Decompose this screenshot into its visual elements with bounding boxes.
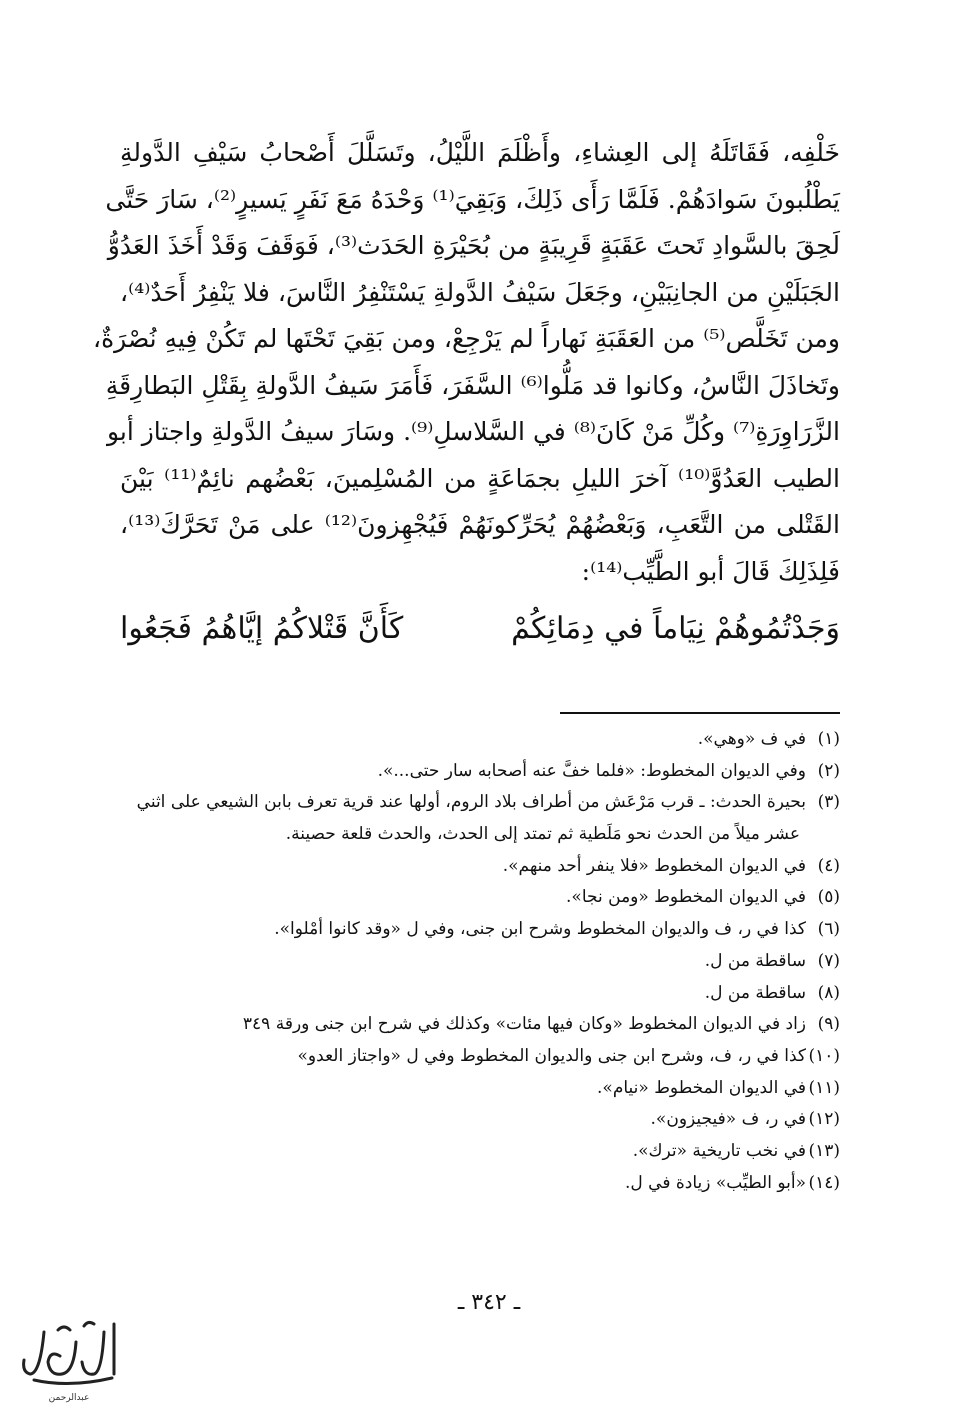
body-text [93, 130, 840, 595]
footnote-number: (٨) [817, 982, 840, 1003]
footnotes [120, 724, 840, 1199]
footnote-text: عشر ميلاً من الحدث نحو مَلَطية ثم تمتد إلى الحدث، والحدث قلعة حصينة. [285, 824, 800, 845]
footnote-text: زاد في الديوان المخطوط «وكان فيها مئات» وكذلك في شرح ابن جنى ورقة ٣٤٩ [242, 1014, 806, 1035]
footnote-number: (٦) [817, 919, 840, 940]
body-line-9: القَتْلى من التَّعَبِ، وَبَعْضُهُمْ يُحَرِّكونَهُمْ فَيُجْهِزونَ⁽¹²⁾ على مَنْ تَحَرَّكَ⁽¹³⁾، [120, 510, 840, 539]
footnote-text: بحيرة الحدث: ـ قرب مَرْعَش من أطراف بلاد الروم، أولها عند قرية تعرف بابن الشيعي على اثني [136, 792, 806, 813]
body-line-7: الزَّرَاوِرَةِ⁽⁷⁾ وكُلِّ مَنْ كَانَ⁽⁸⁾ في السَّلاسلِ⁽⁹⁾. وسَارَ سيفُ الدَّولةِ واجتاز أبو [106, 417, 840, 446]
body-line-10: فَلِذَلِكَ قَالَ أبو الطَّيِّب⁽¹⁴⁾: [581, 556, 840, 586]
footnote-text: ساقطة من ل. [704, 982, 806, 1003]
footnote-number: (١٢) [808, 1109, 840, 1130]
body-line-3: لَحِقَ بالسَّوادِ تَحتَ عَقَبَةٍ قَرِيبَةٍ من بُحَيْرَةِ الحَدَث⁽³⁾، فَوَقَفَ وَقَدْ أَخَذَ العَدُوُّ [107, 231, 840, 260]
footnote-11 [120, 1073, 840, 1105]
footnote-14 [120, 1168, 840, 1200]
footnote-number: (٤) [817, 855, 840, 876]
footnote-1 [120, 724, 840, 756]
verse-first-hemistich: وَجَدْتُمُوهُمْ نِيَاماً في دِمَائِكُمْ [511, 611, 840, 646]
footnote-5 [120, 882, 840, 914]
calligraphy-logo-icon [14, 1312, 124, 1407]
footnote-text: في الديوان المخطوط «نيام». [597, 1077, 806, 1098]
body-line-4: الجَبَلَيْنِ من الجانِبَيْنِ، وجَعَلَ سَيْفُ الدَّولةِ يَسْتَنْفِرُ النَّاسَ، فلا يَنْفِرُ أَحَدٌ⁽⁴⁾، [120, 277, 840, 307]
body-line-1: خَلْفِه، فَقَاتَلَهُ إلى العِشاءِ، وأَظْلَمَ اللَّيْلُ، وتَسَلَّلَ أَصْحابُ سَيْفِ الدَّولةِ [120, 138, 840, 167]
body-line-2: يَطْلُبونَ سَوادَهُمْ. فَلَمَّا رَأَى ذَلِكَ، وَبَقِيَ⁽¹⁾ وَحْدَهُ مَعَ نَفَرٍ يَسيرٍ⁽²⁾، سَارَ حَتَّى [105, 184, 840, 214]
footnote-10 [120, 1041, 840, 1073]
page-number: ـ ٣٤٢ ـ [457, 1290, 521, 1315]
footnote-number: (٢) [817, 760, 840, 781]
footnote-text: وفي الديوان المخطوط: «فلما خفَّ عنه أصحابه سار حتى...». [377, 760, 806, 781]
footnote-text: كذا في ر، ف، وشرح ابن جنى والديوان المخطوط وفي ل «واجتاز العدو» [297, 1045, 806, 1066]
footnote-separator [560, 712, 840, 714]
footnote-3 [120, 787, 840, 819]
footnote-number: (٣) [817, 792, 840, 813]
footnote-text: في الديوان المخطوط «ومن نجا». [566, 887, 806, 908]
footnote-number: (١٤) [808, 1172, 840, 1193]
verse-second-hemistich: كَأَنَّ قَتْلاكُمُ إيَّاهُمُ فَجَعُوا [120, 611, 404, 646]
footnote-text: كذا في ر، ف والديوان المخطوط وشرح ابن جنى، وفي ل «وقد كانوا أمْلوا». [274, 919, 806, 940]
footnote-9 [120, 1009, 840, 1041]
footnote-number: (٩) [817, 1014, 840, 1035]
footnote-number: (١٠) [808, 1045, 840, 1066]
footnote-13 [120, 1136, 840, 1168]
footnote-text: في ف «وهي». [697, 729, 806, 749]
footnote-number: (١١) [808, 1077, 840, 1098]
footnote-12 [120, 1104, 840, 1136]
footnote-4 [120, 851, 840, 883]
footnote-6 [120, 914, 840, 946]
footnote-number: (٥) [817, 887, 840, 908]
footnote-number: (٧) [817, 950, 840, 971]
footnote-number: (١٣) [808, 1140, 840, 1161]
footnote-text: في الديوان المخطوط «فلا ينفر أحد منهم». [502, 855, 806, 876]
footnote-2 [120, 756, 840, 788]
body-line-5: ومن تَخَلَّص⁽⁵⁾ من العَقَبَةِ نَهاراً لم يَرْجِعْ، ومن بَقِيَ تَحْتَها لم تَكُنْ فِيهِ نُصْرَةٌ، [93, 324, 840, 353]
footnote-text: «أبو الطيِّب» زيادة في ل. [625, 1172, 806, 1193]
footnote-7 [120, 946, 840, 978]
footnote-text: في نخب تاريخية «ترك». [632, 1140, 806, 1161]
footnote-text: في ر، ف «فيجيزون». [650, 1109, 806, 1130]
footnote-number: (١) [817, 729, 840, 749]
body-line-6: وتَخاذَلَ النَّاسُ، وكانوا قد مَلُّوا⁽⁶⁾ السَّفَرَ، فَأَمَرَ سَيفُ الدَّولةِ بِقَتْلِ البَطارِقَةِ [105, 370, 840, 400]
footnote-text: ساقطة من ل. [704, 950, 806, 971]
poem-verse [120, 604, 840, 654]
svg-text:عبدالرحمن: عبدالرحمن [48, 1393, 90, 1403]
footnote-3-continuation [120, 819, 840, 851]
footnote-8 [120, 978, 840, 1010]
body-line-8: الطيب العَدُوَّ⁽¹⁰⁾ آخرَ الليلِ بجمَاعَةٍ من المُسْلِمينَ، بَعْضُهم نائِمٌ⁽¹¹⁾ بَيْنَ [120, 463, 840, 493]
